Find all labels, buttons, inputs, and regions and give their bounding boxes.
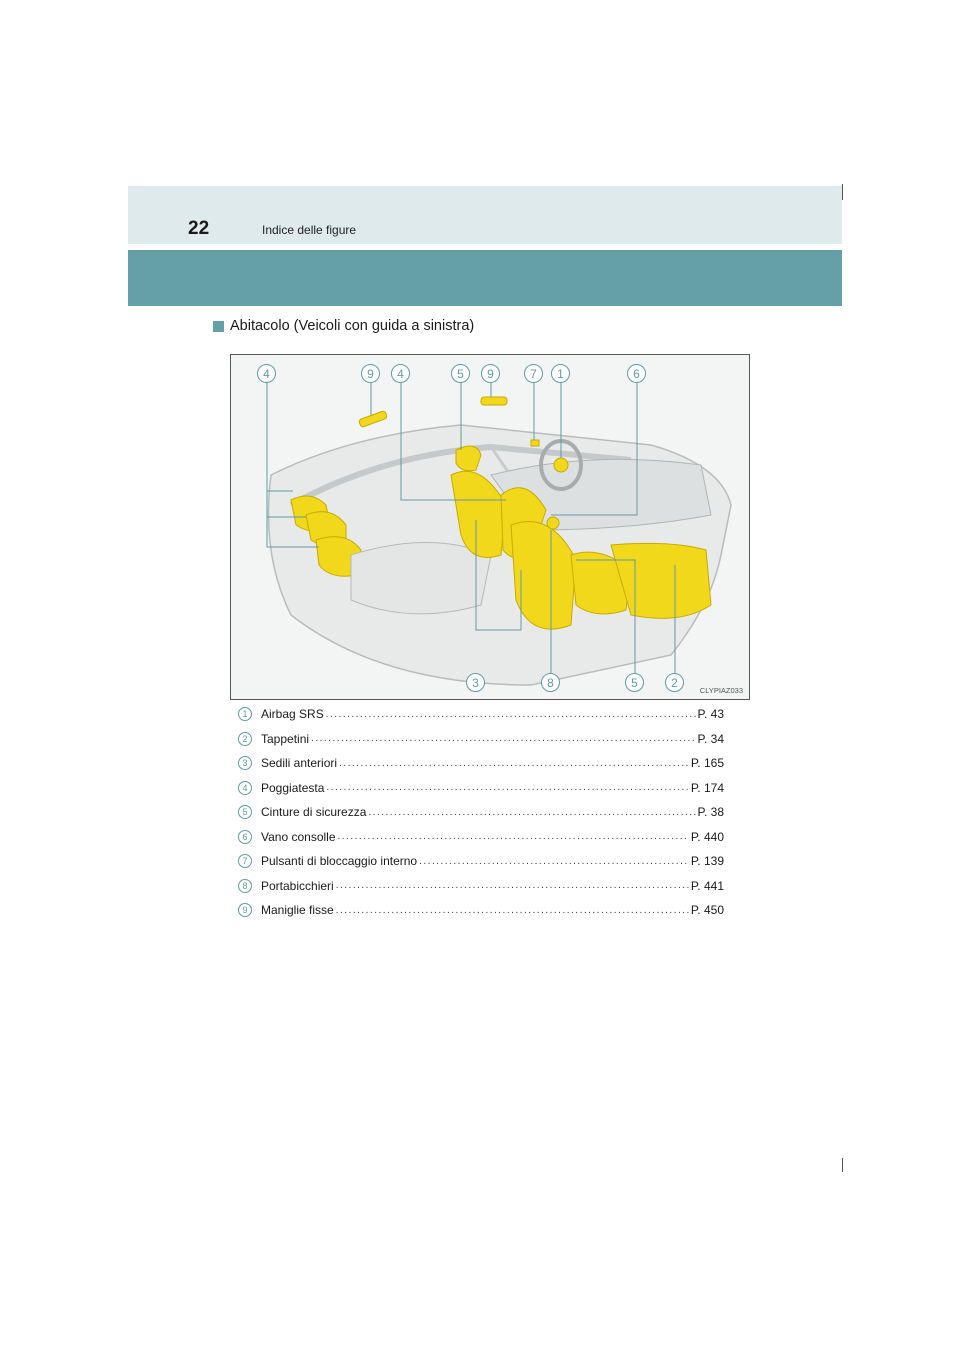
callout-1: 1	[551, 364, 570, 383]
item-label: Airbag SRS	[261, 707, 324, 721]
list-item	[238, 753, 724, 773]
figure-code: CLYPIAZ033	[699, 686, 743, 695]
item-label: Cinture di sicurezza	[261, 805, 367, 819]
leader-dots	[419, 856, 689, 867]
page-link[interactable]: P. 165	[690, 756, 724, 770]
srs-airbag	[554, 458, 568, 472]
callout-2: 2	[665, 673, 684, 692]
list-item	[238, 827, 724, 847]
callout-4: 4	[391, 364, 410, 383]
cabin-drawing	[231, 355, 750, 700]
item-number: 4	[238, 781, 252, 795]
header-bar	[128, 186, 842, 244]
crop-mark-top	[842, 184, 843, 200]
page-link[interactable]: P. 139	[690, 854, 724, 868]
item-label: Pulsanti di bloccaggio interno	[261, 854, 418, 868]
item-number: 5	[238, 805, 252, 819]
subheading	[213, 318, 474, 334]
item-number: 7	[238, 854, 252, 868]
callout-9: 9	[481, 364, 500, 383]
title-band	[128, 250, 842, 306]
list-item	[238, 802, 724, 822]
callout-7: 7	[524, 364, 543, 383]
callout-3: 3	[466, 673, 485, 692]
page-link[interactable]: P. 174	[690, 780, 724, 795]
leader-dots	[311, 733, 695, 744]
callout-4: 4	[257, 364, 276, 383]
item-label: Poggiatesta	[261, 780, 325, 795]
item-label: Tappetini	[261, 731, 310, 746]
item-label: Vano consolle	[261, 829, 336, 844]
square-bullet-icon	[213, 321, 224, 332]
front-left-headrest	[456, 446, 481, 471]
lock-switch	[531, 440, 539, 446]
list-item	[238, 900, 724, 920]
item-number: 2	[238, 732, 252, 746]
cabin-illustration	[230, 354, 750, 700]
rear-bench	[351, 543, 491, 614]
page-number: 22	[188, 218, 210, 239]
cup-holder	[547, 517, 559, 529]
leader-dots	[339, 758, 689, 769]
page-link[interactable]: P. 34	[697, 731, 724, 746]
item-number: 1	[238, 707, 252, 721]
list-item	[238, 778, 724, 798]
callout-5: 5	[451, 364, 470, 383]
leader-dots	[338, 831, 689, 842]
leader-dots	[326, 782, 688, 793]
leader-dots	[336, 905, 689, 916]
item-label: Maniglie fisse	[261, 903, 334, 917]
subheading-text: Abitacolo (Veicoli con guida a sinistra)	[230, 318, 475, 334]
list-item	[238, 729, 724, 749]
page-link[interactable]: P. 440	[690, 829, 724, 844]
item-number: 9	[238, 903, 252, 917]
item-label: Portabicchieri	[261, 878, 334, 893]
assist-grip-right	[481, 397, 507, 405]
list-item	[238, 851, 724, 871]
page-link[interactable]: P. 441	[690, 878, 724, 893]
callout-5: 5	[625, 673, 644, 692]
callout-8: 8	[541, 673, 560, 692]
item-number: 8	[238, 879, 252, 893]
item-label: Sedili anteriori	[261, 756, 338, 770]
item-number: 3	[238, 756, 252, 770]
callout-9: 9	[361, 364, 380, 383]
leader-dots	[368, 807, 695, 818]
item-number: 6	[238, 830, 252, 844]
page-link[interactable]: P. 38	[697, 805, 724, 819]
page-link[interactable]: P. 43	[697, 707, 724, 721]
assist-grip-left	[358, 410, 387, 427]
list-item	[238, 704, 724, 724]
callout-6: 6	[627, 364, 646, 383]
leader-dots	[326, 709, 696, 720]
section-title: Indice delle figure	[262, 223, 357, 237]
list-item	[238, 876, 724, 896]
leader-dots	[336, 880, 689, 891]
page-link[interactable]: P. 450	[690, 903, 724, 917]
crop-mark-bottom	[842, 1158, 843, 1172]
